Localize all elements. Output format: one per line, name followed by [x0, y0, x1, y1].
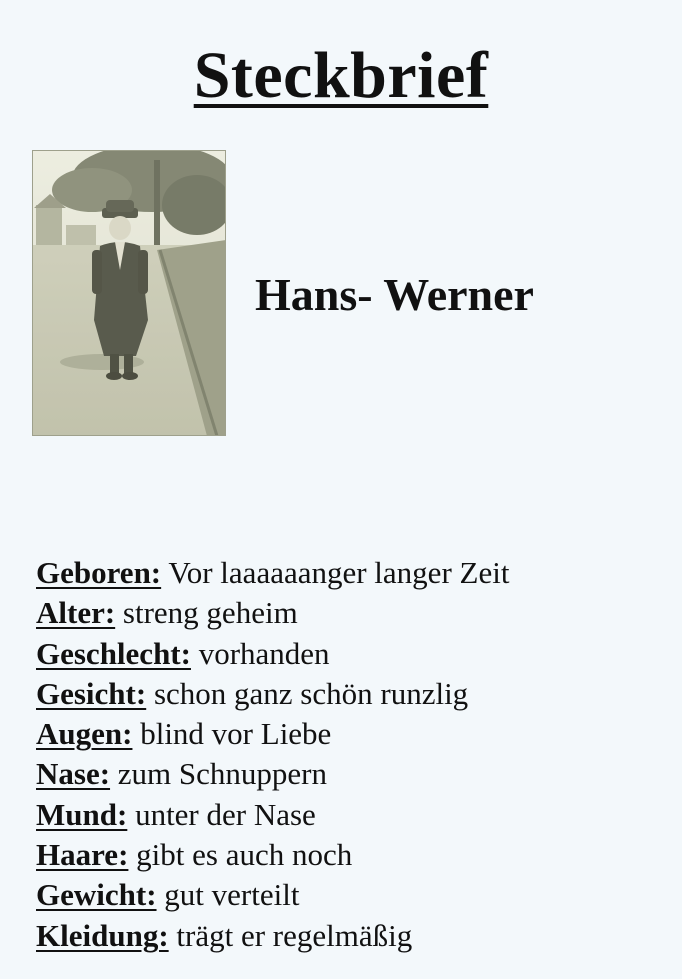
fact-value: blind vor Liebe [140, 716, 332, 752]
fact-value: vorhanden [198, 635, 330, 671]
fact-value: unter der Nase [135, 796, 316, 832]
fact-weight [36, 875, 656, 915]
fact-value: zum Schnuppern [117, 756, 328, 792]
fact-born [36, 553, 656, 593]
fact-label: Gesicht: [36, 675, 147, 711]
fact-label: Gewicht: [36, 877, 157, 913]
fact-label: Geboren: [36, 555, 162, 590]
fact-eyes [36, 714, 656, 754]
profile-facts-list [36, 553, 656, 956]
fact-label: Geschlecht: [36, 635, 191, 671]
fact-label: Haare: [36, 837, 129, 873]
page-title: Steckbrief [193, 39, 489, 112]
fact-label: Augen: [36, 716, 133, 752]
person-name: Hans- Werner [255, 269, 534, 320]
fact-value: streng geheim [122, 595, 298, 631]
fact-face [36, 674, 656, 714]
portrait-photo-image [32, 150, 226, 436]
fact-label: Kleidung: [36, 917, 169, 953]
fact-value: Vor laaaaaanger langer Zeit [168, 555, 510, 590]
portrait-photo [32, 150, 226, 436]
fact-clothing [36, 916, 656, 956]
fact-value: gut verteilt [164, 877, 300, 913]
fact-label: Alter: [36, 595, 116, 631]
fact-label: Nase: [36, 756, 111, 792]
fact-hair [36, 835, 656, 875]
fact-value: gibt es auch noch [136, 837, 353, 873]
fact-gender [36, 634, 656, 674]
fact-nose [36, 754, 656, 794]
fact-value: trägt er regelmäßig [176, 917, 413, 953]
fact-mouth [36, 795, 656, 835]
fact-age [36, 593, 656, 633]
fact-label: Mund: [36, 796, 128, 832]
fact-value: schon ganz schön runzlig [153, 675, 469, 711]
